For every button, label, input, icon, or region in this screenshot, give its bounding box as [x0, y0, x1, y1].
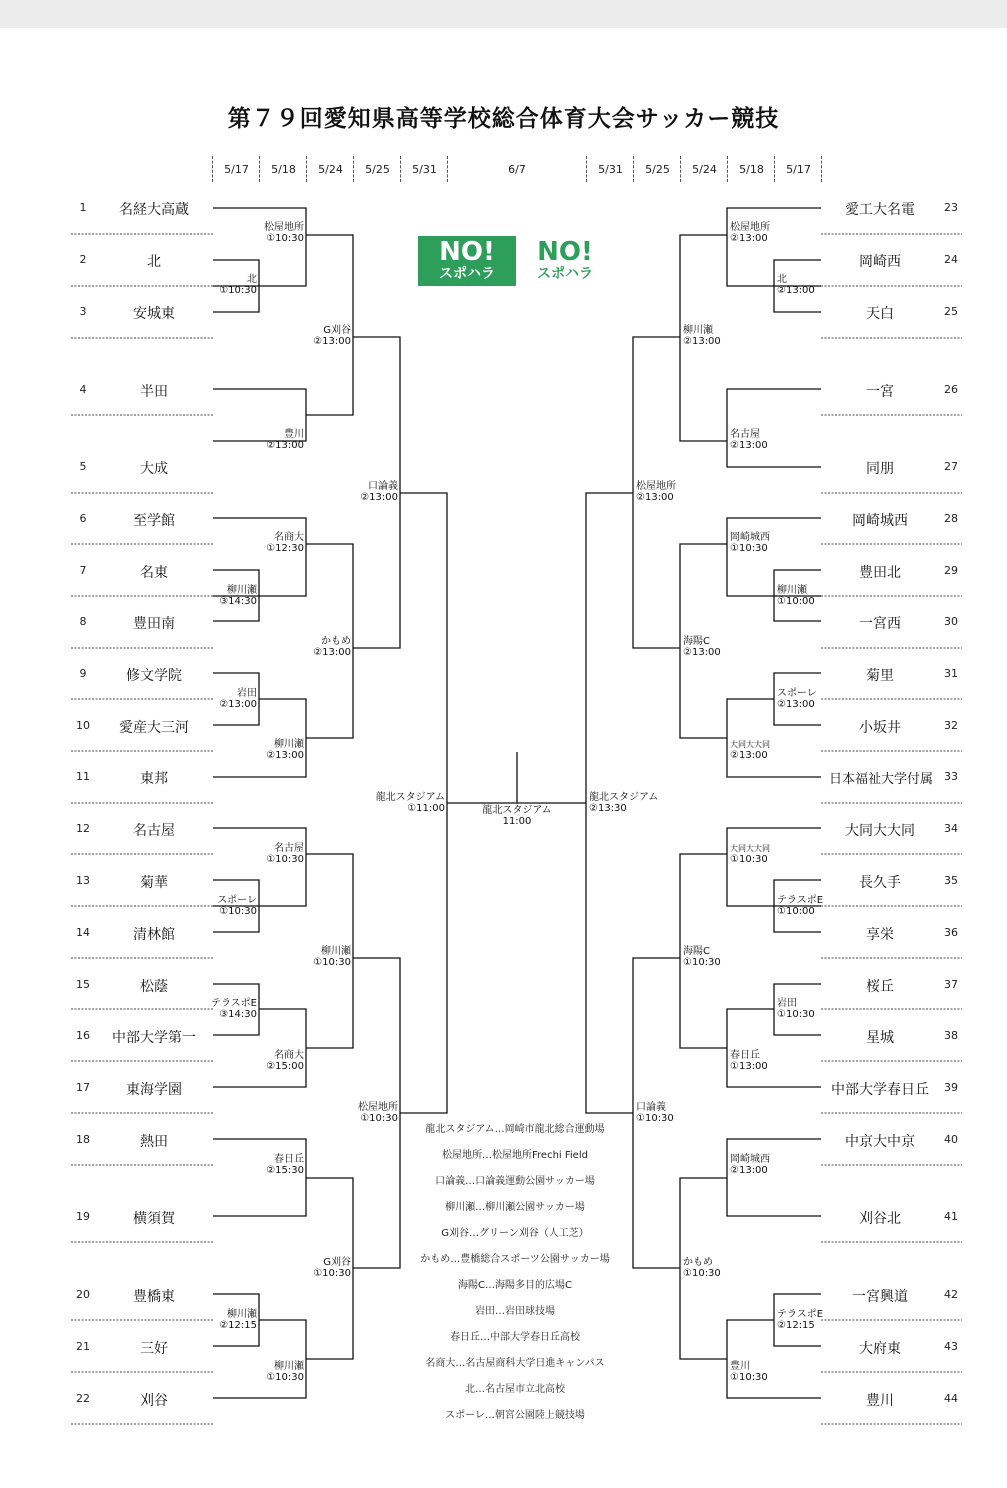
seed-number: 32 [944, 719, 958, 732]
team-name: 菊里 [866, 668, 894, 684]
team-name: 松蔭 [140, 979, 168, 995]
bracket-lines [0, 28, 1007, 1488]
team-name: 名東 [140, 565, 168, 581]
team-name: 菊華 [140, 875, 168, 891]
team-name: 北 [147, 254, 161, 270]
team-name: 大成 [140, 461, 168, 477]
match-venue-label: 春日丘 ②15:30 [266, 1154, 304, 1176]
logo-text-bottom: スポハラ [439, 266, 495, 282]
legend-item: 口論義…口論義運動公園サッカー場 [435, 1176, 595, 1187]
team-name: 天白 [866, 306, 894, 322]
legend-item: 岩田…岩田球技場 [475, 1306, 555, 1317]
team-name: 大府東 [859, 1341, 901, 1357]
seed-number: 16 [76, 1029, 90, 1042]
date-label: 5/17 [224, 163, 249, 176]
seed-number: 37 [944, 978, 958, 991]
team-name: 清林館 [133, 927, 175, 943]
seed-number: 25 [944, 305, 958, 318]
seed-number: 9 [79, 667, 87, 680]
team-name: 享栄 [866, 927, 894, 943]
match-venue-label: テラスポE ①10:00 [777, 895, 824, 917]
final-venue-label: 龍北スタジアム 11:00 [482, 805, 552, 827]
seed-number: 4 [79, 383, 87, 396]
seed-number: 27 [944, 460, 958, 473]
seed-number: 29 [944, 564, 958, 577]
team-name: 名古屋 [133, 823, 175, 839]
seed-number: 42 [944, 1288, 958, 1301]
match-venue-label: 名商大 ①12:30 [266, 532, 304, 554]
match-venue-label: 北 ②13:00 [777, 274, 815, 296]
seed-number: 15 [76, 978, 90, 991]
date-label: 5/18 [271, 163, 296, 176]
match-venue-label: テラスポE ③14:30 [210, 998, 257, 1020]
logo-text-top: NO! [537, 237, 593, 267]
date-label: 5/24 [318, 163, 343, 176]
team-name: 修文学院 [126, 668, 182, 684]
team-name: 桜丘 [866, 979, 894, 995]
match-venue-label: 柳川瀬 ①10:30 [313, 946, 351, 968]
seed-number: 6 [79, 512, 87, 525]
team-name: 中部大学第一 [112, 1030, 196, 1046]
match-venue-label: 柳川瀬 ①10:30 [266, 1361, 304, 1383]
seed-number: 14 [76, 926, 90, 939]
team-name: 中京大中京 [845, 1134, 915, 1150]
team-name: 大同大大同 [845, 823, 915, 839]
seed-number: 19 [76, 1210, 90, 1223]
match-venue-label: かもめ ①10:30 [683, 1257, 721, 1279]
legend-item: スポーレ…朝宮公園陸上競技場 [445, 1410, 585, 1421]
seed-number: 31 [944, 667, 958, 680]
logo-text-bottom: スポハラ [537, 266, 593, 282]
team-name: 愛産大三河 [119, 720, 189, 736]
seed-number: 35 [944, 874, 958, 887]
team-name: 一宮西 [859, 616, 901, 632]
legend-item: 龍北スタジアム…岡崎市龍北総合運動場 [425, 1124, 605, 1135]
page [0, 28, 1007, 1488]
seed-number: 1 [79, 201, 87, 214]
team-name: 星城 [866, 1030, 894, 1046]
team-name: 名経大高蔵 [119, 202, 189, 218]
seed-number: 39 [944, 1081, 958, 1094]
match-venue-label: 名古屋 ①10:30 [266, 843, 304, 865]
date-label-final: 6/7 [508, 163, 526, 176]
match-venue-label: かもめ ②13:00 [313, 636, 351, 658]
match-venue-label: 海陽C ①10:30 [683, 946, 721, 968]
logo-text-top: NO! [439, 237, 495, 267]
team-name: 一宮興道 [852, 1289, 908, 1305]
seed-number: 22 [76, 1392, 90, 1405]
team-name: 小坂井 [859, 720, 901, 736]
match-venue-label: スポーレ ①10:30 [217, 895, 257, 917]
seed-number: 8 [79, 615, 87, 628]
match-venue-label: 松屋地所 ①10:30 [358, 1102, 398, 1124]
match-venue-label: 豊川 ①10:30 [730, 1361, 768, 1383]
date-label: 5/17 [786, 163, 811, 176]
match-venue-label: 大同大大同 ②13:00 [730, 740, 770, 761]
match-venue-label: 名商大 ②15:00 [266, 1050, 304, 1072]
seed-number: 13 [76, 874, 90, 887]
team-name: 豊田北 [859, 565, 901, 581]
match-venue-label: 松屋地所 ①10:30 [264, 222, 304, 244]
match-venue-label: G刈谷 ①10:30 [313, 1257, 351, 1279]
seed-number: 5 [79, 460, 87, 473]
team-dotted-lines [71, 234, 962, 1424]
match-venue-label: テラスポE ②12:15 [777, 1309, 824, 1331]
page-title: 第７９回愛知県高等学校総合体育大会サッカー競技 [227, 106, 780, 132]
match-venue-label: 岡崎城西 ②13:00 [730, 1154, 770, 1176]
team-name: 東海学園 [126, 1082, 182, 1098]
team-name: 岡崎西 [859, 254, 901, 270]
match-venue-label: スポーレ ②13:00 [777, 688, 817, 710]
team-name: 一宮 [866, 384, 894, 400]
match-venue-label: 岩田 ①10:30 [777, 998, 815, 1020]
team-name: 愛工大名電 [845, 202, 915, 218]
date-label: 5/18 [739, 163, 764, 176]
team-name: 安城東 [133, 306, 175, 322]
seed-number: 30 [944, 615, 958, 628]
match-venue-label: 柳川瀬 ①10:00 [777, 585, 815, 607]
seed-number: 41 [944, 1210, 958, 1223]
team-name: 岡崎城西 [852, 513, 908, 529]
team-name: 三好 [140, 1341, 168, 1357]
seed-number: 7 [79, 564, 87, 577]
team-name: 中部大学春日丘 [831, 1082, 929, 1098]
seed-number: 2 [79, 253, 87, 266]
seed-number: 10 [76, 719, 90, 732]
date-label: 5/25 [365, 163, 390, 176]
date-label: 5/31 [598, 163, 623, 176]
team-name: 日本福祉大学付属 [828, 772, 933, 787]
match-venue-label: 大同大大同 ①10:30 [730, 844, 770, 865]
match-venue-label: 海陽C ②13:00 [683, 636, 721, 658]
match-venue-label: 柳川瀬 ②12:15 [219, 1309, 257, 1331]
match-venue-label: 口論義 ②13:00 [360, 481, 398, 503]
seed-number: 43 [944, 1340, 958, 1353]
match-venue-label: 岡崎城西 ①10:30 [730, 532, 770, 554]
seed-number: 12 [76, 822, 90, 835]
seed-number: 38 [944, 1029, 958, 1042]
seed-number: 26 [944, 383, 958, 396]
legend-item: 北…名古屋市立北高校 [465, 1384, 565, 1395]
seed-number: 21 [76, 1340, 90, 1353]
match-venue-label: 柳川瀬 ②13:00 [683, 325, 721, 347]
legend-item: 海陽C…海陽多目的広場C [458, 1280, 572, 1291]
match-venue-label: 口論義 ①10:30 [636, 1102, 674, 1124]
team-name: 刈谷 [140, 1393, 168, 1409]
legend-item: 春日丘…中部大学春日丘高校 [450, 1332, 580, 1343]
legend-item: 名商大…名古屋商科大学日進キャンパス [425, 1358, 605, 1369]
team-name: 豊橋東 [133, 1289, 175, 1305]
seed-number: 40 [944, 1133, 958, 1146]
legend-item: 松屋地所…松屋地所Frechi Field [442, 1150, 588, 1161]
seed-number: 3 [79, 305, 87, 318]
match-venue-label: 龍北スタジアム ②13:30 [589, 792, 659, 814]
match-venue-label: 名古屋 ②13:00 [730, 429, 768, 451]
team-name: 熱田 [140, 1134, 168, 1150]
legend-item: 柳川瀬…柳川瀬公園サッカー場 [445, 1202, 585, 1213]
match-venue-label: G刈谷 ②13:00 [313, 325, 351, 347]
seed-number: 18 [76, 1133, 90, 1146]
seed-number: 17 [76, 1081, 90, 1094]
team-name: 豊田南 [133, 616, 175, 632]
match-venue-label: 豊川 ②13:00 [266, 429, 304, 451]
match-venue-label: 北 ①10:30 [219, 274, 257, 296]
seed-number: 28 [944, 512, 958, 525]
seed-number: 23 [944, 201, 958, 214]
match-venue-label: 松屋地所 ②13:00 [730, 222, 770, 244]
date-label: 5/24 [692, 163, 717, 176]
match-venue-label: 柳川瀬 ③14:30 [219, 585, 257, 607]
seed-number: 11 [76, 770, 90, 783]
date-label: 5/25 [645, 163, 670, 176]
team-name: 東邦 [140, 771, 168, 787]
legend-item: かもめ…豊橋総合スポーツ公園サッカー場 [420, 1254, 610, 1265]
seed-number: 33 [944, 770, 958, 783]
team-name: 豊川 [866, 1393, 894, 1409]
match-venue-label: 春日丘 ①13:00 [730, 1050, 768, 1072]
team-name: 半田 [140, 384, 168, 400]
seed-number: 24 [944, 253, 958, 266]
team-name: 長久手 [859, 875, 901, 891]
match-venue-label: 柳川瀬 ②13:00 [266, 739, 304, 761]
team-name: 刈谷北 [859, 1211, 901, 1227]
legend-item: G刈谷…グリーン刈谷（人工芝） [441, 1228, 589, 1239]
date-label: 5/31 [412, 163, 437, 176]
match-venue-label: 松屋地所 ②13:00 [636, 481, 676, 503]
team-name: 横須賀 [133, 1211, 175, 1227]
team-name: 至学館 [133, 513, 175, 529]
seed-number: 44 [944, 1392, 958, 1405]
seed-number: 36 [944, 926, 958, 939]
seed-number: 34 [944, 822, 958, 835]
team-name: 同朋 [866, 461, 894, 477]
match-venue-label: 岩田 ②13:00 [219, 688, 257, 710]
match-venue-label: 龍北スタジアム ①11:00 [375, 792, 445, 814]
seed-number: 20 [76, 1288, 90, 1301]
